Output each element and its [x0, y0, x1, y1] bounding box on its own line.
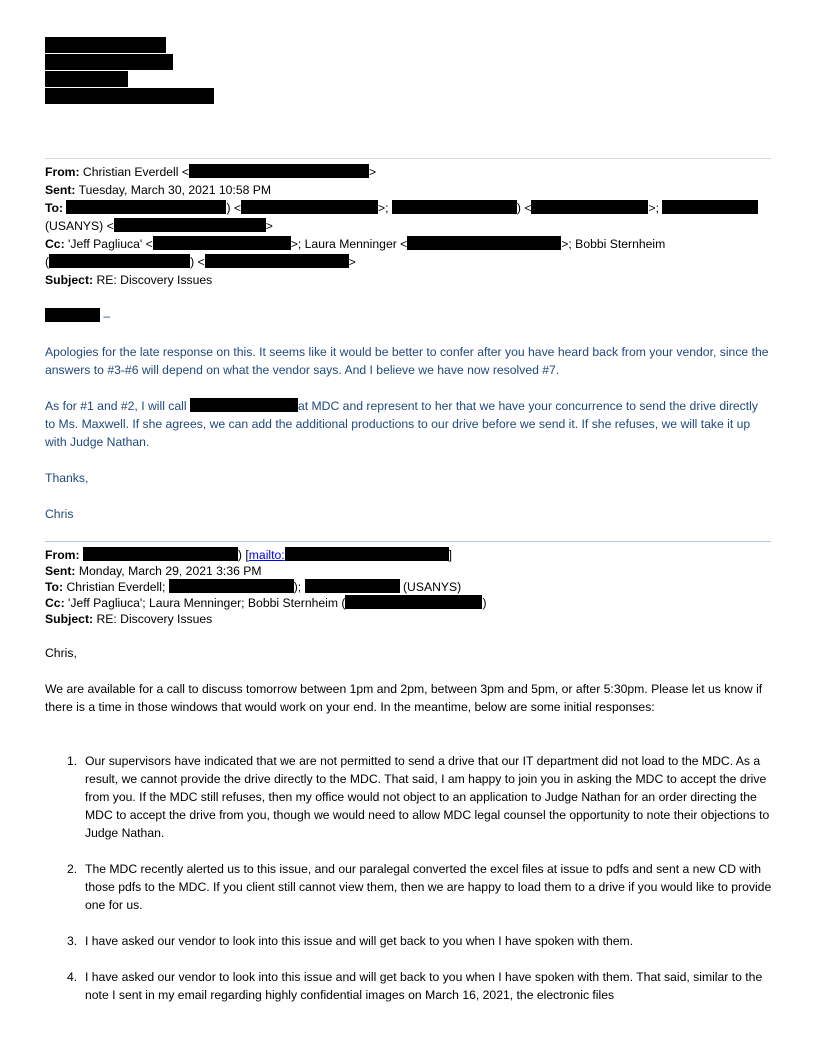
list-item: The MDC recently alerted us to this issue, and our paralegal converted the excel files at issue to pdfs and sent a new CD with those pdfs to the MDC. If you client still cannot view them, then we are happy to load them to a drive if you would like to provide one for us.	[85, 862, 772, 912]
email1-cc-line: Cc: 'Jeff Pagliuca' < >; Laura Menninger < >; Bobbi Sternheim	[45, 237, 666, 251]
email2-cc-line: Cc: 'Jeff Pagliuca'; Laura Menninger; Bobbi Sternheim ( )	[45, 596, 487, 610]
email1-signature: Chris	[45, 507, 74, 521]
mailto-link[interactable]: mailto:	[248, 548, 285, 562]
list-item: I have asked our vendor to look into this issue and will get back to you when I have spoken with them. That said, similar to the note I sent in my email regarding highly confidential images on March 16, 2021, the electronic files	[85, 970, 763, 1002]
email1-thanks: Thanks,	[45, 471, 89, 485]
email1-separator	[45, 158, 771, 159]
email1-sent-line: Sent: Tuesday, March 30, 2021 10:58 PM	[45, 183, 272, 197]
email1-greeting: –	[45, 307, 110, 325]
email1-to-line-2: (USANYS) < >	[45, 219, 273, 233]
email1-subject-line: Subject: RE: Discovery Issues	[45, 273, 213, 287]
email1-paragraph-2: As for #1 and #2, I will call at MDC and represent to her that we have your concurrence to send the drive directly to Ms. Maxwell. If she agrees, we can add the additional productions to our drive before we send it. If she refuses, we will take it up with Judge Nathan.	[45, 399, 758, 449]
list-item-number: 2.	[67, 862, 78, 876]
list-item: Our supervisors have indicated that we are not permitted to send a drive that our IT department did not load to the MDC. As a result, we cannot provide the drive directly to the MDC. That said, I am happy to join you in asking the MDC to accept the drive from you. If the MDC still refuses, then my office would not object to an application to Judge Nathan for an order directing the MDC to accept the drive from you, though we would need to allow MDC legal counsel the opportunity to note their objections to Judge Nathan.	[85, 754, 770, 840]
email2-subject-line: Subject: RE: Discovery Issues	[45, 612, 213, 626]
email2-separator	[45, 541, 771, 542]
list-item-number: 1.	[67, 754, 78, 768]
header-redaction-4	[45, 88, 214, 104]
email1-cc-line-2: ( ) < >	[45, 255, 356, 269]
email2-greeting: Chris,	[45, 646, 77, 660]
email2-intro: We are available for a call to discuss tomorrow between 1pm and 2pm, between 3pm and 5pm, or after 5:30pm. Please let us know if there is a time in those windows that would work on your end. In the meantime, below are some initial responses:	[45, 682, 763, 714]
email1-to-line: To: ) < >; ) < >;	[45, 199, 758, 217]
email2-sent-line: Sent: Monday, March 29, 2021 3:36 PM	[45, 564, 262, 578]
list-item-number: 4.	[67, 970, 78, 984]
email1-paragraph-1: Apologies for the late response on this. It seems like it would be better to confer after you have heard back from your vendor, since the answers to #3-#6 will depend on what the vendor says. And I believe we have now resolved #7.	[45, 345, 769, 377]
email2-to-line: To: Christian Everdell; ); (USANYS)	[45, 580, 462, 594]
list-item-number: 3.	[67, 934, 78, 948]
header-redaction-3	[45, 71, 128, 87]
email2-from-line: From: ) [mailto: ]	[45, 548, 453, 562]
list-item: I have asked our vendor to look into this issue and will get back to you when I have spoken with them.	[85, 934, 634, 948]
header-redaction-1	[45, 37, 166, 53]
email1-from-line: From: Christian Everdell < >	[45, 165, 377, 179]
header-redaction-2	[45, 54, 173, 70]
